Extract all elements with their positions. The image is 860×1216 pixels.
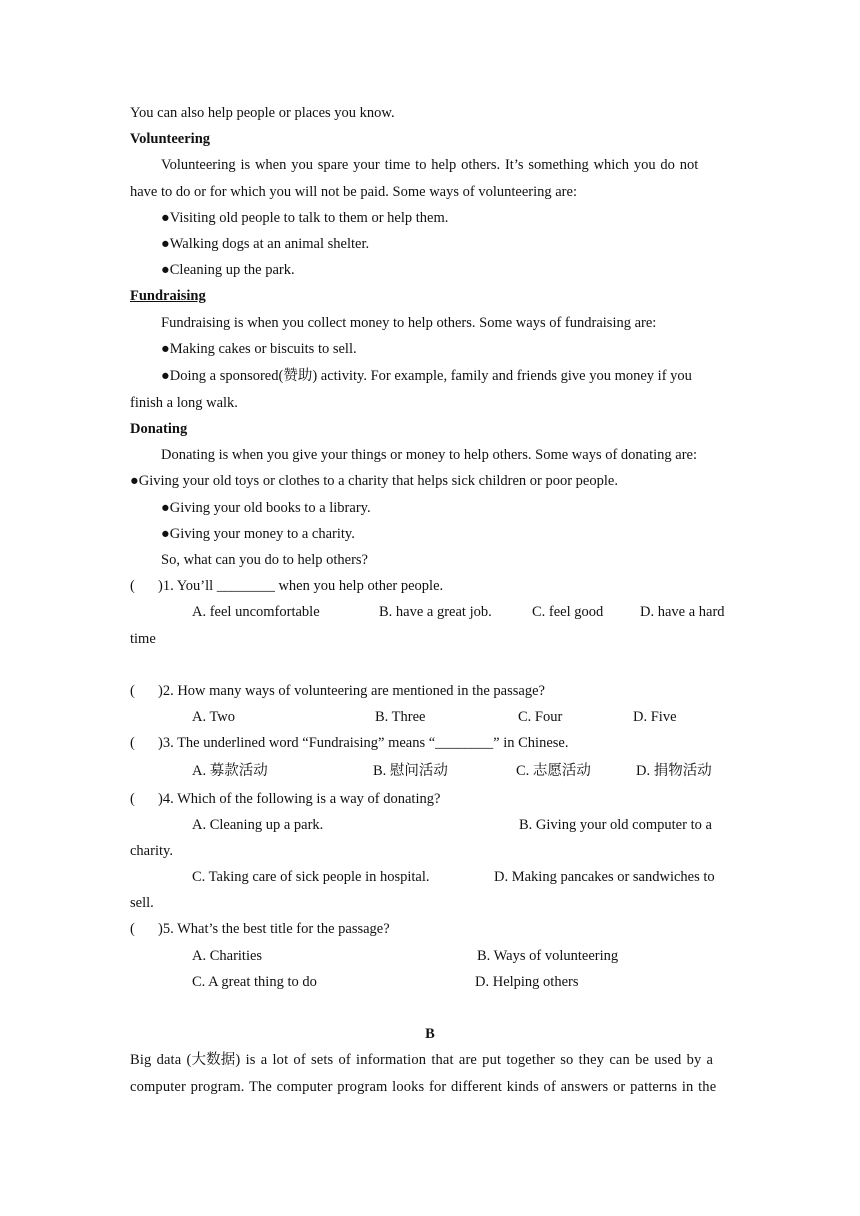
question-2 [130, 678, 730, 704]
document-page [130, 100, 730, 1100]
donating-closing: So, what can you do to help others? [161, 552, 368, 568]
option-d[interactable]: D. 捐物活动 [636, 762, 712, 779]
option-b[interactable]: B. Three [375, 709, 426, 726]
fundraising-bullet-wrap: finish a long walk. [130, 394, 238, 411]
question-5-options [130, 943, 730, 969]
volunteering-bullet: ●Visiting old people to talk to them or help them. [161, 209, 449, 226]
question-3-options [130, 757, 730, 786]
answer-bracket[interactable]: ( [130, 578, 135, 595]
question-text: )3. The underlined word “Fundraising” means “________” in Chinese. [158, 735, 569, 752]
donating-heading: Donating [130, 421, 188, 438]
spacer [130, 652, 730, 678]
donating-bullet: ●Giving your money to a charity. [161, 525, 355, 542]
section-b-heading: B [425, 1026, 435, 1043]
answer-bracket[interactable]: ( [130, 790, 135, 807]
question-1 [130, 573, 730, 599]
fundraising-bullet: ●Making cakes or biscuits to sell. [161, 340, 357, 357]
fundraising-heading: Fundraising [130, 288, 206, 305]
option-wrap: charity. [130, 842, 173, 859]
option-wrap: time [130, 630, 156, 647]
question-text: )4. Which of the following is a way of donating? [158, 790, 441, 807]
option-d[interactable]: D. Five [633, 709, 677, 726]
question-text: )2. How many ways of volunteering are mentioned in the passage? [158, 682, 545, 699]
section-b-line-2: computer program. The computer program looks for different kinds of answers or patterns in the [130, 1078, 717, 1095]
donating-bullet: ●Giving your old toys or clothes to a charity that helps sick children or poor people. [130, 473, 618, 490]
answer-bracket[interactable]: ( [130, 735, 135, 752]
fundraising-para: Fundraising is when you collect money to help others. Some ways of fundraising are: [161, 314, 657, 331]
option-a[interactable]: A. feel uncomfortable [192, 604, 320, 621]
question-3 [130, 730, 730, 756]
intro-line: You can also help people or places you know. [130, 105, 395, 121]
option-b[interactable]: B. have a great job. [379, 604, 492, 621]
option-c[interactable]: C. A great thing to do [192, 973, 317, 990]
question-2-options [130, 704, 730, 730]
option-c[interactable]: C. 志愿活动 [516, 762, 591, 779]
section-b-line-1: Big data (大数据) is a lot of sets of information that are put together so they can be used by a [130, 1052, 714, 1069]
volunteering-para-line-1 [130, 152, 730, 178]
option-b[interactable]: B. Ways of volunteering [477, 947, 619, 964]
question-4 [130, 786, 730, 812]
volunteering-bullet: ●Walking dogs at an animal shelter. [161, 235, 370, 252]
question-5-options-2 [130, 969, 730, 995]
volunteering-para-line-2: have to do or for which you will not be paid. Some ways of volunteering are: [130, 183, 577, 200]
option-c[interactable]: C. Four [518, 709, 563, 726]
spacer [130, 995, 730, 1021]
question-5 [130, 916, 730, 942]
fundraising-bullet: ●Doing a sponsored(赞助) activity. For example, family and friends give you money if you [161, 367, 692, 384]
question-text: )5. What’s the best title for the passage? [158, 921, 390, 938]
question-4-options [130, 812, 730, 838]
donating-bullet: ●Giving your old books to a library. [161, 499, 371, 516]
donating-para: Donating is when you give your things or money to help others. Some ways of donating are: [161, 447, 698, 464]
option-a[interactable]: A. Two [192, 709, 236, 726]
option-d[interactable]: D. Making pancakes or sandwiches to [494, 869, 715, 886]
answer-bracket[interactable]: ( [130, 682, 135, 699]
option-d[interactable]: D. have a hard [640, 604, 725, 621]
option-a[interactable]: A. Cleaning up a park. [192, 816, 324, 833]
option-c[interactable]: C. feel good [532, 604, 604, 621]
question-1-options [130, 599, 730, 625]
option-b[interactable]: B. 慰问活动 [373, 762, 448, 779]
volunteering-bullet: ●Cleaning up the park. [161, 262, 295, 279]
question-4-options-2 [130, 864, 730, 890]
question-text: )1. You’ll ________ when you help other people. [158, 578, 444, 595]
option-d[interactable]: D. Helping others [475, 973, 579, 990]
volunteering-para-1: Volunteering is when you spare your time to help others. It’s something which you do not [161, 157, 699, 174]
option-wrap: sell. [130, 895, 154, 912]
option-a[interactable]: A. 募款活动 [192, 762, 268, 779]
option-a[interactable]: A. Charities [192, 947, 263, 964]
option-c[interactable]: C. Taking care of sick people in hospital. [192, 869, 430, 886]
volunteering-heading: Volunteering [130, 131, 211, 148]
answer-bracket[interactable]: ( [130, 921, 135, 938]
option-b[interactable]: B. Giving your old computer to a [519, 816, 712, 833]
